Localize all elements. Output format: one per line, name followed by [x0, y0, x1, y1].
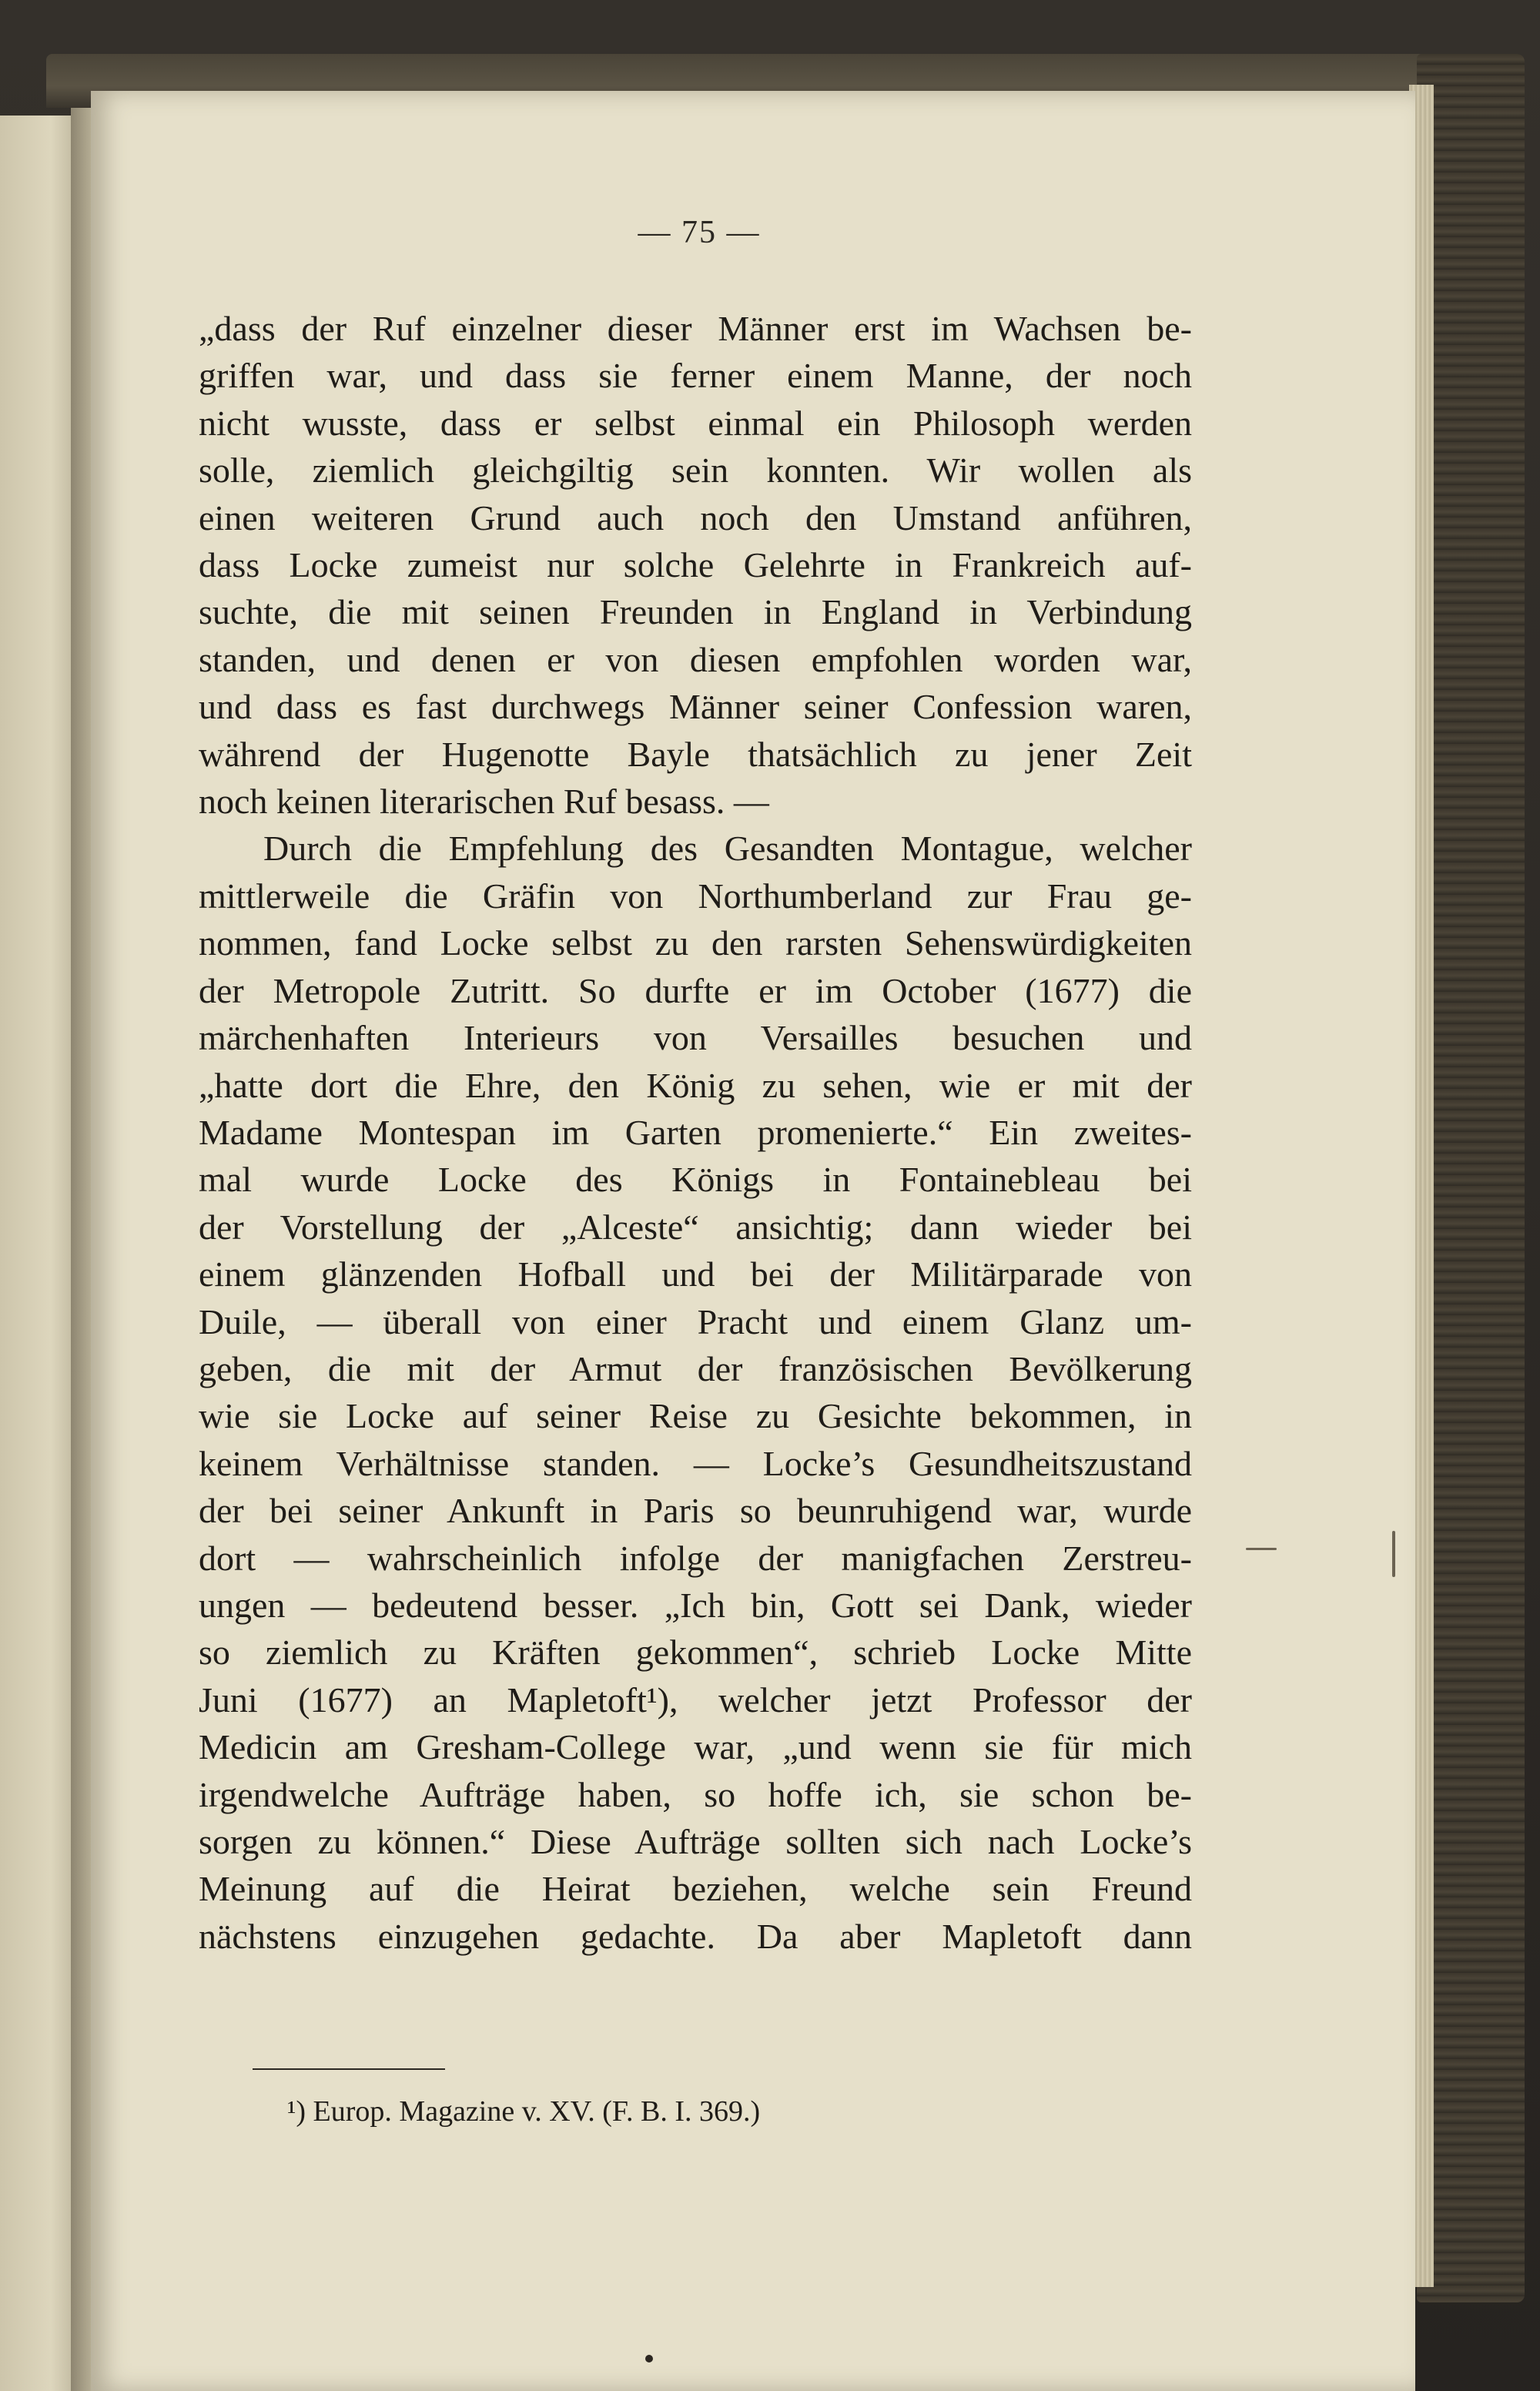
text-line: der bei seiner Ankunft in Paris so beunruhigend war, wurde — [199, 1491, 1192, 1531]
footnote: ¹) Europ. Magazine v. XV. (F. B. I. 369.) — [287, 2095, 761, 2128]
text-line: noch keinen literarischen Ruf besass. — — [199, 782, 769, 822]
text-line: geben, die mit der Armut der französischen Bevölkerung — [199, 1348, 1192, 1388]
text-line: nächstens einzugehen gedachte. Da aber Mapletoft dann — [199, 1916, 1192, 1956]
body-text — [199, 305, 1192, 1960]
text-line: der Vorstellung der „Alceste“ ansichtig; dann wieder bei — [199, 1207, 1192, 1247]
text-line: irgendwelche Aufträge haben, so hoffe ich, sie schon be- — [199, 1774, 1192, 1814]
text-line: und dass es fast durchwegs Männer seiner Confession waren, — [199, 687, 1192, 727]
text-line: standen, und denen er von diesen empfohlen worden war, — [199, 639, 1192, 679]
text-line: märchenhaften Interieurs von Versailles besuchen und — [199, 1018, 1192, 1058]
text-line: keinem Verhältnisse standen. — Locke’s Gesundheitszustand — [199, 1443, 1192, 1483]
book-page — [91, 91, 1415, 2391]
text-line: der Metropole Zutritt. So durfte er im October (1677) die — [199, 970, 1192, 1010]
text-line: sorgen zu können.“ Diese Aufträge sollten sich nach Locke’s — [199, 1822, 1192, 1861]
text-line: mittlerweile die Gräfin von Northumberland zur Frau ge- — [199, 876, 1192, 916]
text-line: griffen war, und dass sie ferner einem Manne, der noch — [199, 356, 1192, 396]
text-line: Meinung auf die Heirat beziehen, welche sein Freund — [199, 1869, 1192, 1909]
text-line: wie sie Locke auf seiner Reise zu Gesichte bekommen, in — [199, 1396, 1192, 1436]
text-line: Juni (1677) an Mapletoft¹), welcher jetzt Professor der — [199, 1679, 1192, 1720]
text-line: dort — wahrscheinlich infolge der manigfachen Zerstreu- — [199, 1538, 1192, 1578]
text-line: suchte, die mit seinen Freunden in England in Verbindung — [199, 592, 1192, 632]
text-line: „hatte dort die Ehre, den König zu sehen, wie er mit der — [199, 1065, 1192, 1105]
text-line: Medicin am Gresham-College war, „und wenn sie für mich — [199, 1727, 1192, 1767]
text-line: solle, ziemlich gleichgiltig sein konnten. Wir wollen als — [199, 450, 1192, 491]
footnote-separator — [253, 2068, 445, 2070]
text-line: „dass der Ruf einzelner dieser Männer erst im Wachsen be- — [199, 309, 1192, 348]
paper-speck — [1392, 1531, 1395, 1577]
text-line: nicht wusste, dass er selbst einmal ein Philosoph werden — [199, 403, 1192, 443]
text-line: Durch die Empfehlung des Gesandten Montague, welcher — [263, 829, 1192, 869]
text-line: mal wurde Locke des Königs in Fontainebleau bei — [199, 1160, 1192, 1200]
text-line: während der Hugenotte Bayle thatsächlich zu jener Zeit — [199, 734, 1192, 774]
text-line: Duile, — überall von einer Pracht und einem Glanz um- — [199, 1301, 1192, 1341]
paper-speck — [1246, 1548, 1277, 1550]
text-line: Madame Montespan im Garten promenierte.“ Ein zweites- — [199, 1112, 1192, 1152]
text-line: ungen — bedeutend besser. „Ich bin, Gott sei Dank, wieder — [199, 1585, 1192, 1625]
text-line: dass Locke zumeist nur solche Gelehrte in Frankreich auf- — [199, 545, 1192, 585]
page-number: — 75 — — [638, 215, 761, 250]
text-line: nommen, fand Locke selbst zu den rarsten Sehenswürdigkeiten — [199, 923, 1192, 963]
text-line: einen weiteren Grund auch noch den Umstand anführen, — [199, 497, 1192, 537]
text-line: so ziemlich zu Kräften gekommen“, schrieb Locke Mitte — [199, 1633, 1192, 1673]
text-line: einem glänzenden Hofball und bei der Militärparade von — [199, 1254, 1192, 1294]
paper-speck — [645, 2355, 653, 2363]
